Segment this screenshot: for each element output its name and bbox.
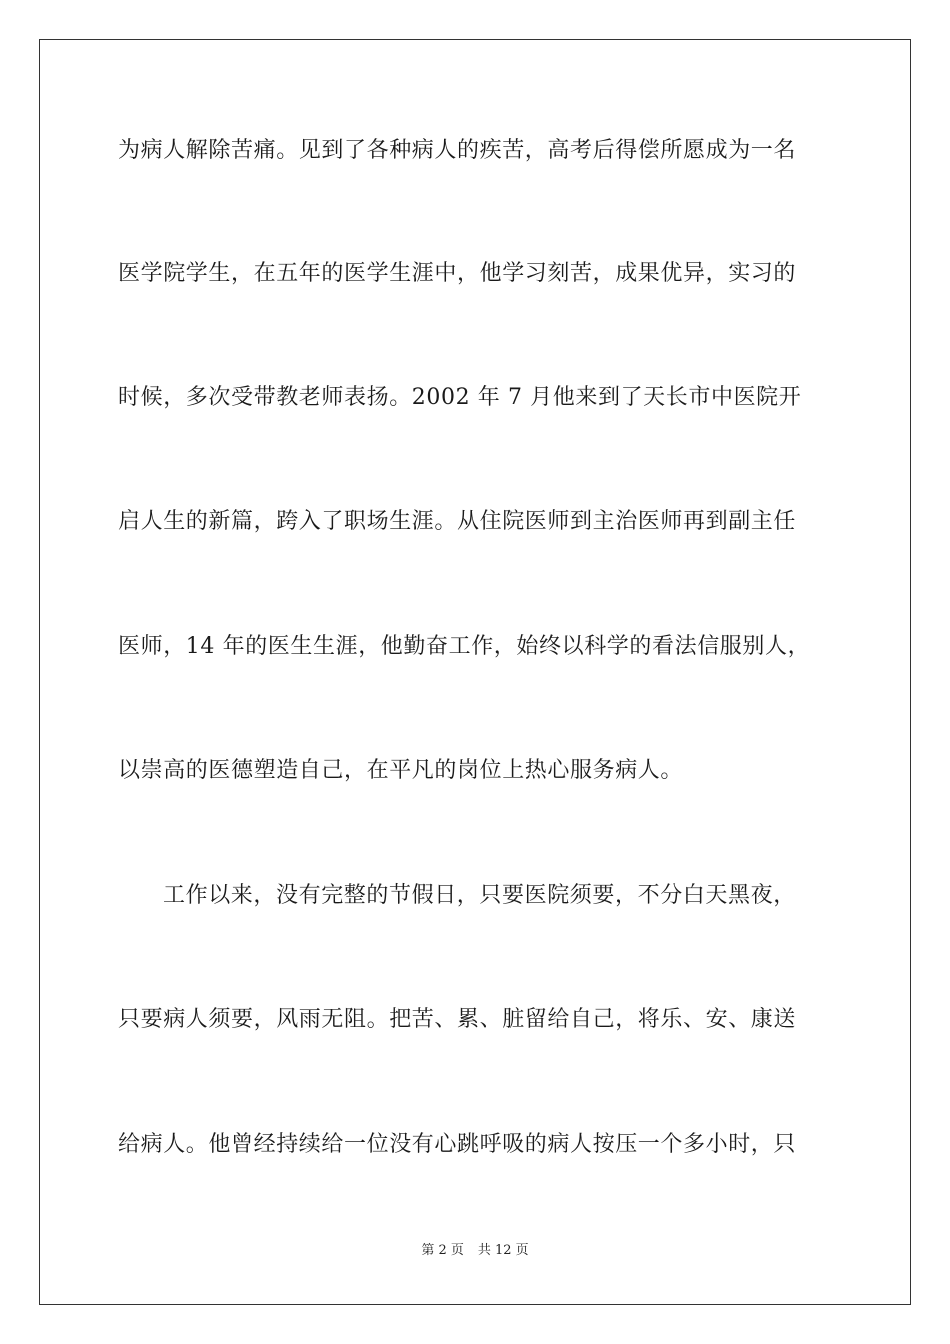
page-number-current: 第 2 页 [421, 1243, 464, 1258]
text-line-2: 医学院学生，在五年的医学生涯中，他学习刻苦，成果优异，实习的 [118, 261, 797, 286]
page-border [39, 39, 911, 1305]
text-line-7-paragraph-start: 工作以来，没有完整的节假日，只要医院须要，不分白天黑夜， [163, 883, 796, 908]
page-footer [0, 1242, 950, 1260]
text-line-6: 以崇高的医德塑造自己，在平凡的岗位上热心服务病人。 [118, 758, 684, 783]
text-line-9: 给病人。他曾经持续给一位没有心跳呼吸的病人按压一个多小时，只 [118, 1132, 797, 1157]
text-line-3: 时候，多次受带教老师表扬。2002 年 7 月他来到了天长市中医院开 [118, 385, 802, 410]
page-number-total: 共 12 页 [477, 1243, 529, 1258]
text-line-5: 医师，14 年的医生生涯，他勤奋工作，始终以科学的看法信服别人， [118, 634, 811, 659]
text-line-4: 启人生的新篇，跨入了职场生涯。从住院医师到主治医师再到副主任 [118, 509, 797, 534]
text-line-1: 为病人解除苦痛。见到了各种病人的疾苦，高考后得偿所愿成为一名 [118, 138, 797, 163]
text-line-8: 只要病人须要，风雨无阻。把苦、累、脏留给自己，将乐、安、康送 [118, 1007, 797, 1032]
